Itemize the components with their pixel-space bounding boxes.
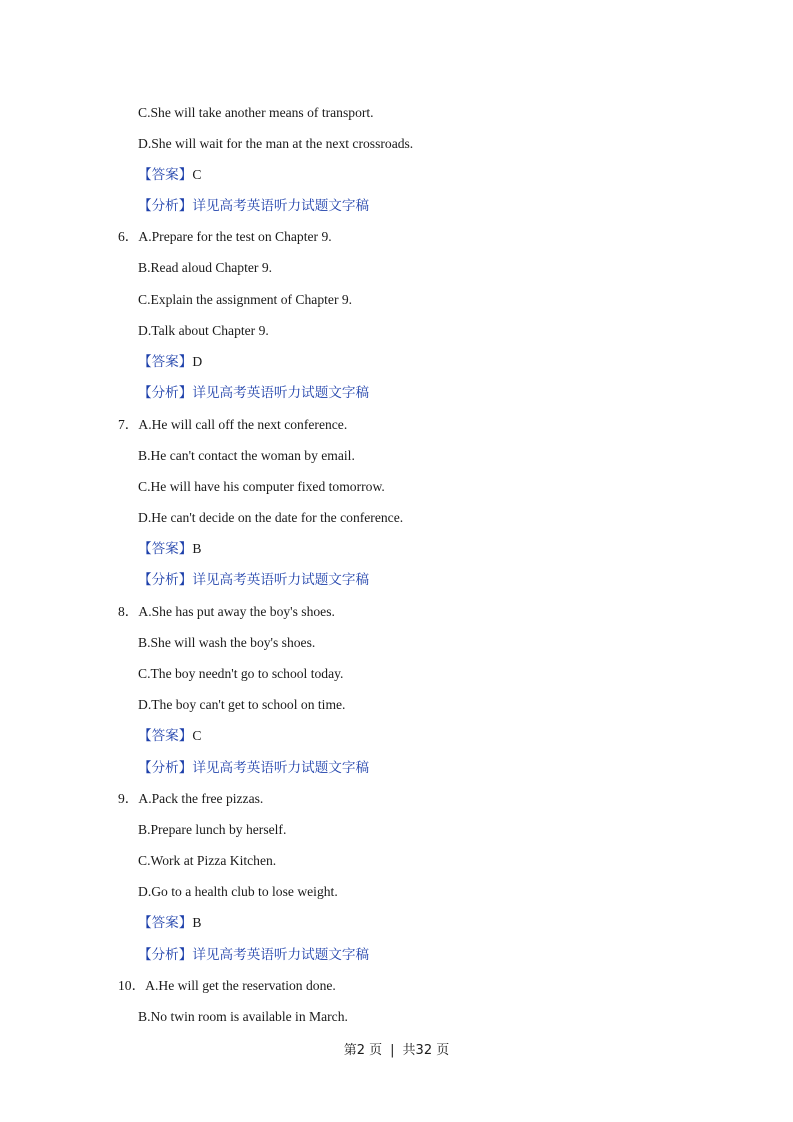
q8-option-c: C.The boy needn't go to school today. (138, 666, 344, 681)
q8-answer (138, 727, 201, 745)
q6-option-a: 6．A.Prepare for the test on Chapter 9. (118, 229, 332, 244)
q6-option-d: D.Talk about Chapter 9. (138, 323, 269, 338)
q7-option-d: D.He can't decide on the date for the conference. (138, 510, 404, 525)
q5-option-c: C.She will take another means of transport. (138, 105, 374, 120)
answer-label: 【答案】 (138, 541, 193, 556)
answer-value: B (192, 915, 202, 930)
q7-answer (138, 540, 201, 558)
q7-option-a: 7．A.He will call off the next conference. (118, 417, 348, 432)
answer-value: C (192, 167, 202, 182)
q5-analysis: 【分析】详见高考英语听力试题文字稿 (138, 198, 370, 213)
q8-analysis: 【分析】详见高考英语听力试题文字稿 (138, 760, 370, 775)
page-separator: | (390, 1043, 395, 1058)
answer-label: 【答案】 (138, 728, 193, 743)
q6-option-c: C.Explain the assignment of Chapter 9. (138, 292, 353, 307)
page-total: 共32 页 (402, 1043, 450, 1058)
answer-value: D (192, 354, 203, 369)
q6-answer (138, 353, 202, 371)
q6-option-b: B.Read aloud Chapter 9. (138, 260, 273, 275)
answer-value: B (192, 541, 202, 556)
q7-analysis: 【分析】详见高考英语听力试题文字稿 (138, 572, 370, 587)
q9-answer (138, 914, 201, 932)
q8-option-b: B.She will wash the boy's shoes. (138, 635, 316, 650)
q7-option-b: B.He can't contact the woman by email. (138, 448, 355, 463)
q9-option-d: D.Go to a health club to lose weight. (138, 884, 338, 899)
q10-option-b: B.No twin room is available in March. (138, 1009, 348, 1024)
page-footer (0, 1039, 793, 1058)
q6-analysis: 【分析】详见高考英语听力试题文字稿 (138, 385, 370, 400)
answer-value: C (192, 728, 202, 743)
q8-option-a: 8．A.She has put away the boy's shoes. (118, 604, 335, 619)
q9-analysis: 【分析】详见高考英语听力试题文字稿 (138, 947, 370, 962)
q10-option-a: 10．A.He will get the reservation done. (118, 978, 336, 993)
q9-option-a: 9．A.Pack the free pizzas. (118, 791, 264, 806)
answer-label: 【答案】 (138, 354, 193, 369)
q7-option-c: C.He will have his computer fixed tomorrow. (138, 479, 385, 494)
page-current: 第2 页 (343, 1043, 383, 1058)
q9-option-c: C.Work at Pizza Kitchen. (138, 853, 277, 868)
answer-label: 【答案】 (138, 167, 193, 182)
q5-answer (138, 166, 201, 184)
q9-option-b: B.Prepare lunch by herself. (138, 822, 287, 837)
q8-option-d: D.The boy can't get to school on time. (138, 697, 346, 712)
q5-option-d: D.She will wait for the man at the next crossroads. (138, 136, 414, 151)
answer-label: 【答案】 (138, 915, 193, 930)
